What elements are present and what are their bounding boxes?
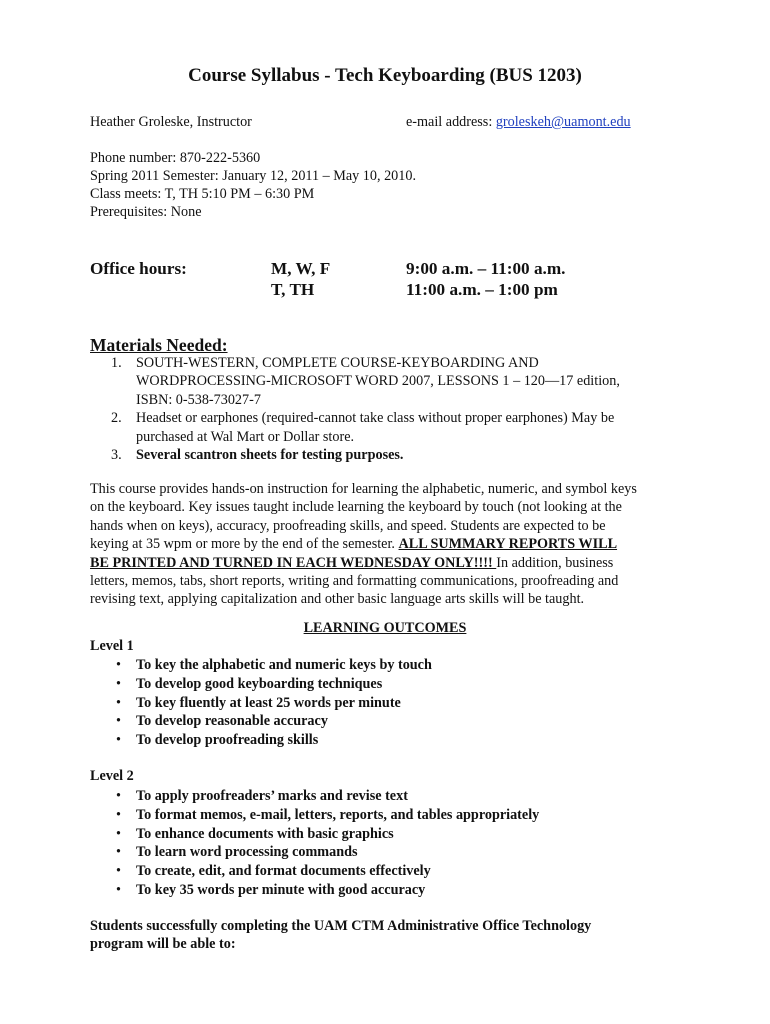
office-hours-days-2: T, TH (271, 280, 315, 299)
outcome-item (90, 862, 690, 881)
outcome-text: To create, edit, and format documents effectively (136, 863, 431, 880)
level-2-outcomes (90, 787, 690, 900)
description-line (90, 554, 690, 572)
outcome-item (90, 806, 690, 825)
class-meets: Class meets: T, TH 5:10 PM – 6:30 PM (90, 186, 315, 202)
bullet-icon: • (116, 713, 121, 730)
materials-item-number: 3. (111, 447, 122, 464)
instructor-name: Heather Groleske, Instructor (90, 114, 252, 130)
outcome-item (90, 712, 690, 731)
materials-item-number: 2. (111, 410, 122, 427)
outcome-text: To enhance documents with basic graphics (136, 825, 394, 842)
materials-item-text: Headset or earphones (required-cannot take class without proper earphones) May be (136, 410, 615, 427)
prerequisites: Prerequisites: None (90, 204, 202, 220)
outcome-item (90, 843, 690, 862)
materials-item-text: SOUTH-WESTERN, COMPLETE COURSE-KEYBOARDING AND (136, 355, 539, 371)
bullet-icon: • (116, 881, 121, 898)
description-line: This course provides hands-on instruction for learning the alphabetic, numeric, and symbol keys (90, 481, 637, 497)
outcome-item (90, 787, 690, 806)
outcome-item (90, 656, 690, 675)
bullet-icon: • (116, 657, 121, 673)
outcome-text: To develop proofreading skills (136, 732, 319, 749)
description-line: letters, memos, tabs, short reports, writing and formatting communications, proofreading and (90, 573, 619, 590)
outcome-item (90, 731, 690, 750)
description-line (90, 535, 690, 553)
page-title: Course Syllabus - Tech Keyboarding (BUS 1203) (188, 65, 582, 86)
email-link[interactable]: groleskeh@uamont.edu (495, 114, 631, 130)
phone-number: Phone number: 870-222-5360 (90, 150, 261, 166)
description-text: In addition, business (496, 554, 614, 571)
materials-item-number: 1. (111, 355, 122, 371)
outcome-item (90, 675, 690, 694)
level-1-label: Level 1 (90, 638, 134, 654)
bullet-icon: • (116, 825, 121, 842)
bullet-icon: • (116, 863, 121, 880)
outcome-text: To key fluently at least 25 words per minute (136, 694, 401, 711)
description-line: on the keyboard. Key issues taught include learning the keyboard by touch (not looking at the (90, 499, 622, 516)
outcome-text: To format memos, e-mail, letters, reports, and tables appropriately (136, 806, 540, 823)
bullet-icon: • (116, 788, 121, 804)
outcome-text: To key the alphabetic and numeric keys by touch (136, 657, 432, 673)
semester-dates: Spring 2011 Semester: January 12, 2011 – May 10, 2010. (90, 168, 417, 184)
materials-item-text: purchased at Wal Mart or Dollar store. (136, 428, 355, 445)
level-2-label: Level 2 (90, 768, 134, 784)
closing-statement-line: program will be able to: (90, 936, 236, 952)
outcome-text: To learn word processing commands (136, 844, 358, 861)
outcome-text: To apply proofreaders’ marks and revise text (136, 788, 408, 804)
materials-item (90, 409, 690, 446)
materials-item (90, 354, 690, 409)
bullet-icon: • (116, 675, 121, 692)
outcome-item (90, 881, 690, 900)
office-hours-label: Office hours: (90, 259, 187, 278)
learning-outcomes-heading: LEARNING OUTCOMES (303, 620, 467, 636)
materials-list (90, 354, 690, 464)
closing-statement-line: Students successfully completing the UAM CTM Administrative Office Technology (90, 918, 592, 934)
outcome-item (90, 694, 690, 713)
description-line: revising text, applying capitalization and other basic language arts skills will be taught. (90, 591, 585, 608)
materials-item (90, 446, 690, 464)
office-hours-time-1: 9:00 a.m. – 11:00 a.m. (406, 259, 566, 278)
level-1-outcomes (90, 656, 690, 750)
outcome-item (90, 825, 690, 844)
summary-reports-notice: BE PRINTED AND TURNED IN EACH WEDNESDAY ONLY!!!! (90, 554, 497, 571)
bullet-icon: • (116, 694, 121, 711)
course-description (90, 480, 690, 609)
outcome-text: To develop reasonable accuracy (136, 713, 328, 730)
bullet-icon: • (116, 844, 121, 861)
outcome-text: To develop good keyboarding techniques (136, 675, 383, 692)
summary-reports-notice: ALL SUMMARY REPORTS WILL (398, 536, 618, 553)
description-line: hands when on keys), accuracy, proofreading skills, and speed. Students are expected to be (90, 517, 606, 534)
description-text: keying at 35 wpm or more by the end of the semester. (90, 536, 399, 553)
office-hours-time-2: 11:00 a.m. – 1:00 pm (406, 280, 558, 299)
office-hours-days-1: M, W, F (271, 259, 331, 278)
outcome-text: To key 35 words per minute with good accuracy (136, 881, 426, 898)
email-label: e-mail address: (406, 114, 496, 130)
materials-item-text: WORDPROCESSING-MICROSOFT WORD 2007, LESSONS 1 – 120—17 edition, (136, 373, 620, 390)
bullet-icon: • (116, 732, 121, 749)
materials-item-text: Several scantron sheets for testing purposes. (136, 447, 404, 464)
materials-item-text: ISBN: 0-538-73027-7 (136, 391, 261, 408)
materials-heading: Materials Needed: (90, 335, 228, 355)
bullet-icon: • (116, 806, 121, 823)
email-line (406, 113, 631, 131)
